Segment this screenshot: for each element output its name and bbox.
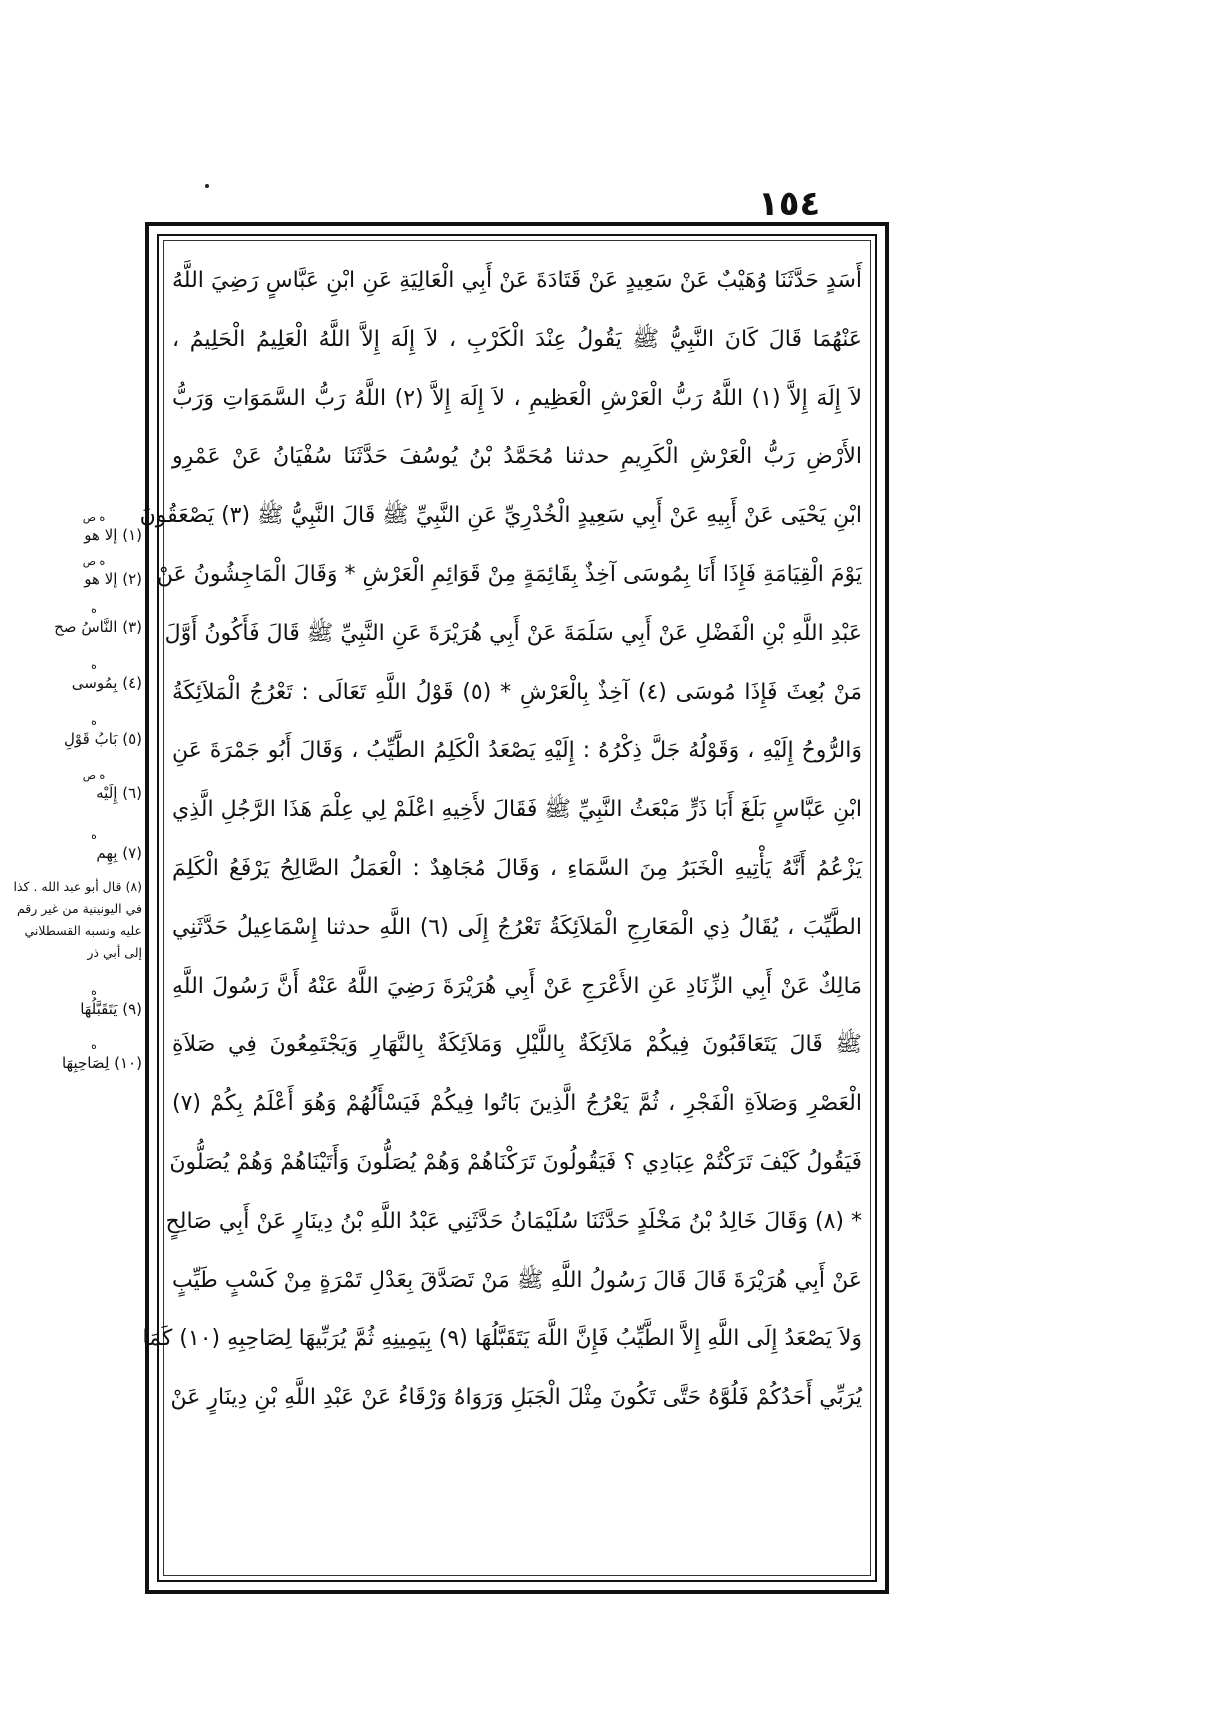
margin-note-text: (١) إلا هو — [84, 526, 142, 544]
variant-mark: ه — [91, 659, 97, 672]
variant-mark: ه ص — [82, 511, 106, 524]
margin-note-text: (٩) يَتَقَبَّلُهَا — [80, 1000, 142, 1018]
margin-note-text: (٦) إِلَيْه — [96, 784, 142, 802]
margin-notes — [6, 500, 142, 1200]
margin-note-5 — [6, 716, 142, 750]
text-line-2: عَنْهُمَا قَالَ كَانَ النَّبِيُّ ﷺ يَقُولُ عِنْدَ الْكَرْبِ ، لاَ إِلَهَ إِلاَّ اللَّهُ الْعَلِيمُ الْحَلِيمُ ، — [172, 326, 862, 352]
margin-note-8 — [6, 876, 142, 964]
text-line-6: يَوْمَ الْقِيَامَةِ فَإِذَا أَنَا بِمُوسَى آخِذٌ بِقَائِمَةٍ مِنْ قَوَائِمِ الْعَرْشِ * وَقَالَ الْمَاجِشُونُ عَنْ — [156, 561, 862, 587]
margin-note-7 — [6, 830, 142, 864]
ink-dot — [205, 184, 209, 188]
margin-note-text: (٨) قال أبو عبد الله . كذا في اليونينية من غير رقم عليه ونسبه القسطلاني إلى أبي ذر — [13, 879, 142, 960]
variant-mark: ه — [91, 603, 97, 616]
text-line-16: فَيَقُولُ كَيْفَ تَرَكْتُمْ عِبَادِي ؟ فَيَقُولُونَ تَرَكْنَاهُمْ وَهُمْ يُصَلُّونَ وَأَتَيْنَاهُمْ وَهُمْ يُصَلُّونَ — [169, 1149, 862, 1175]
text-line-9: وَالرُّوحُ إِلَيْهِ ، وَقَوْلُهُ جَلَّ ذِكْرُهُ : إِلَيْهِ يَصْعَدُ الْكَلِمُ الطَّيِّبُ ، وَقَالَ أَبُو جَمْرَةَ عَنِ — [172, 738, 862, 764]
margin-note-4 — [6, 660, 142, 694]
text-line-14: ﷺ قَالَ يَتَعَاقَبُونَ فِيكُمْ مَلاَئِكَةٌ بِاللَّيْلِ وَمَلاَئِكَةٌ بِالنَّهَارِ وَيَجْتَمِعُونَ فِي صَلاَةِ — [172, 1032, 862, 1058]
variant-mark: ه ص — [82, 555, 106, 568]
text-line-5: ابْنِ يَحْيَى عَنْ أَبِيهِ عَنْ أَبِي سَعِيدٍ الْخُدْرِيِّ عَنِ النَّبِيِّ ﷺ قَالَ النَّبِيُّ ﷺ (٣) يَصْعَقُونَ — [139, 503, 862, 529]
margin-note-1 — [6, 512, 142, 546]
text-line-19: وَلاَ يَصْعَدُ إِلَى اللَّهِ إِلاَّ الطَّيِّبُ فَإِنَّ اللَّهَ يَتَقَبَّلُهَا (٩) بِيَمِينِهِ ثُمَّ يُرَبِّيهَا لِصَاحِبِهِ (١٠) كَمَا — [142, 1326, 862, 1352]
text-line-18: عَنْ أَبِي هُرَيْرَةَ قَالَ قَالَ رَسُولُ اللَّهِ ﷺ مَنْ تَصَدَّقَ بِعَدْلِ تَمْرَةٍ مِنْ كَسْبٍ طَيِّبٍ — [172, 1267, 862, 1293]
text-line-17: * (٨) وَقَالَ خَالِدُ بْنُ مَخْلَدٍ حَدَّثَنَا سُلَيْمَانُ حَدَّثَنِي عَبْدُ اللَّهِ بْنُ دِينَارٍ عَنْ أَبِي صَالِحٍ — [165, 1208, 862, 1234]
margin-note-2 — [6, 556, 142, 590]
margin-note-10 — [6, 1040, 142, 1074]
text-line-3: لاَ إِلَهَ إِلاَّ (١) اللَّهُ رَبُّ الْعَرْشِ الْعَظِيمِ ، لاَ إِلَهَ إِلاَّ (٢) اللَّهُ رَبُّ السَّمَوَاتِ وَرَبُّ — [172, 385, 862, 411]
variant-mark: ه — [91, 829, 97, 842]
text-line-7: عَبْدِ اللَّهِ بْنِ الْفَضْلِ عَنْ أَبِي سَلَمَةَ عَنْ أَبِي هُرَيْرَةَ عَنِ النَّبِيِّ ﷺ قَالَ فَأَكُونُ أَوَّلَ — [164, 620, 862, 646]
text-line-13: مَالِكٌ عَنْ أَبِي الزِّنَادِ عَنِ الأَعْرَجِ عَنْ أَبِي هُرَيْرَةَ رَضِيَ اللَّهُ عَنْهُ أَنَّ رَسُولَ اللَّهِ — [172, 973, 862, 999]
margin-note-text: (٢) إلا هو — [84, 570, 142, 588]
margin-note-text: (٤) بِمُوسى — [71, 674, 142, 692]
margin-note-text: (٧) بِهِم — [96, 844, 142, 862]
variant-mark: ه — [91, 715, 97, 728]
text-line-20: يُرَبِّي أَحَدُكُمْ فَلُوَّهُ حَتَّى تَكُونَ مِثْلَ الْجَبَلِ وَرَوَاهُ وَرْقَاءُ عَنْ عَبْدِ اللَّهِ بْنِ دِينَارٍ عَنْ — [170, 1385, 862, 1411]
margin-note-9 — [6, 986, 142, 1020]
margin-note-6 — [6, 770, 142, 804]
text-line-1: أَسَدٍ حَدَّثَنَا وُهَيْبٌ عَنْ سَعِيدٍ عَنْ قَتَادَةَ عَنْ أَبِي الْعَالِيَةِ عَنِ ابْنِ عَبَّاسٍ رَضِيَ اللَّهُ — [172, 268, 862, 293]
text-line-12: الطَّيِّبَ ، يُقَالُ ذِي الْمَعَارِجِ الْمَلاَئِكَةُ تَعْرُجُ إِلَى (٦) اللَّهِ حدثنا إِسْمَاعِيلُ حَدَّثَنِي — [172, 914, 862, 940]
margin-note-text: (٥) بَابُ قَوْلِ — [64, 730, 142, 748]
text-line-15: الْعَصْرِ وَصَلاَةِ الْفَجْرِ ، ثُمَّ يَعْرُجُ الَّذِينَ بَاتُوا فِيكُمْ فَيَسْأَلُهُمْ وَهُوَ أَعْلَمُ بِكُمْ (٧) — [172, 1091, 862, 1117]
text-line-11: يَزْعُمُ أَنَّهُ يَأْتِيهِ الْخَبَرُ مِنَ السَّمَاءِ ، وَقَالَ مُجَاهِدٌ : الْعَمَلُ الصَّالِحُ يَرْفَعُ الْكَلِمَ — [172, 855, 862, 881]
text-line-8: مَنْ بُعِثَ فَإِذَا مُوسَى (٤) آخِذٌ بِالْعَرْشِ * (٥) قَوْلُ اللَّهِ تَعَالَى : تَعْرُجُ الْمَلاَئِكَةُ — [172, 679, 863, 705]
text-line-4: الأَرْضِ رَبُّ الْعَرْشِ الْكَرِيمِ حدثنا مُحَمَّدُ بْنُ يُوسُفَ حَدَّثَنَا سُفْيَانُ عَنْ عَمْرِو — [172, 444, 862, 470]
variant-mark: ه — [91, 985, 97, 998]
text-line-10: ابْنِ عَبَّاسٍ بَلَغَ أَبَا ذَرٍّ مَبْعَثُ النَّبِيِّ ﷺ فَقَالَ لأَخِيهِ اعْلَمْ لِي عِلْمَ هَذَا الرَّجُلِ الَّذِي — [172, 797, 862, 823]
main-text-body — [139, 252, 863, 1564]
margin-note-3 — [6, 604, 142, 638]
variant-mark: ه — [91, 1039, 97, 1052]
margin-note-text: (١٠) لِصَاحِبِهَا — [61, 1054, 142, 1072]
margin-note-text: (٣) النَّاسُ صح — [54, 618, 142, 636]
variant-mark: ه ص — [82, 769, 106, 782]
page-number: ١٥٤ — [758, 184, 821, 224]
